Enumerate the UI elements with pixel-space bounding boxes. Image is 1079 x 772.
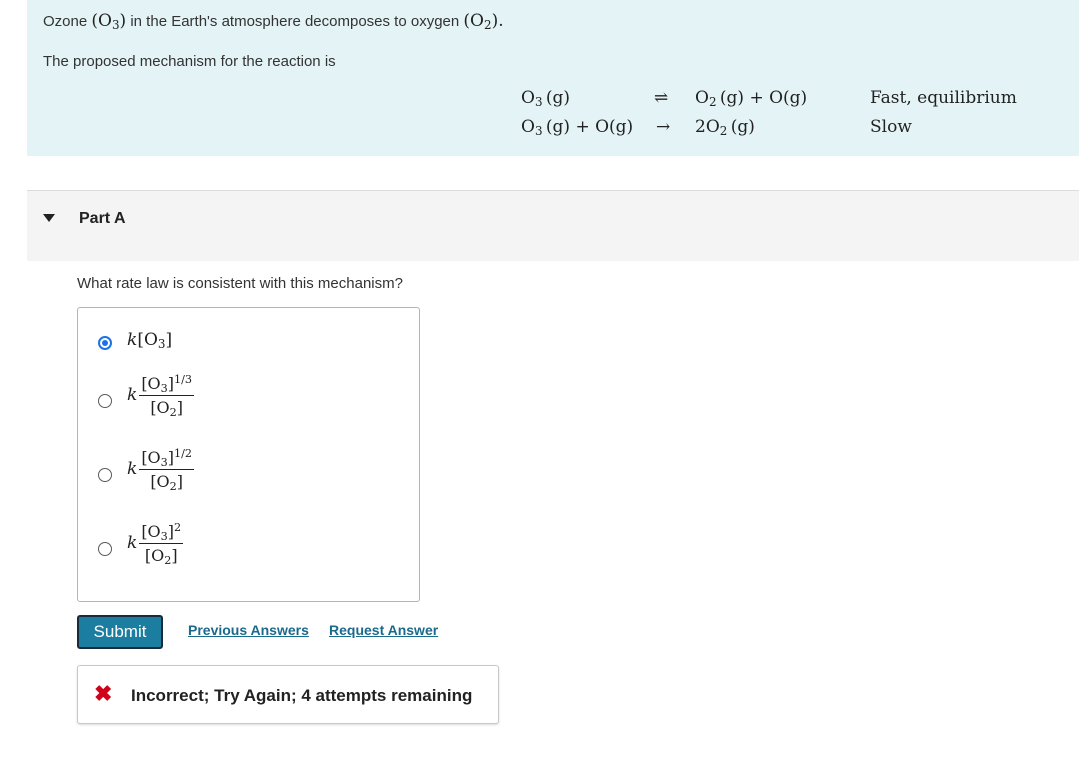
answer-choices [77, 307, 420, 602]
step2-products: $2O_2$ (g) [695, 117, 755, 138]
choice-2-radio[interactable] [98, 394, 112, 408]
choice-3-radio[interactable] [98, 468, 112, 482]
previous-answers-link[interactable]: Previous Answers [188, 622, 309, 638]
intro-text-2: in the Earth's atmosphere decomposes to oxygen [126, 13, 464, 30]
step1-products: $O_2$ (g) + O(g) [695, 88, 808, 109]
feedback-text: Incorrect; Try Again; 4 attempts remaining [131, 686, 473, 705]
choice-4-label[interactable]: k $\frac{[O_3]^2}{[O_2]}$ [127, 520, 182, 567]
feedback-box [77, 665, 499, 724]
step2-note: Slow [870, 117, 912, 137]
request-answer-link[interactable]: Request Answer [329, 622, 439, 638]
collapse-triangle-icon[interactable] [43, 214, 55, 222]
intro-text-1: Ozone [43, 13, 92, 30]
equilibrium-arrow: ⇌ [654, 88, 669, 108]
question-text: What rate law is consistent with this mechanism? [77, 275, 403, 292]
submit-button[interactable]: Submit [77, 615, 163, 649]
choice-4-radio[interactable] [98, 542, 112, 556]
choice-1-label[interactable]: $k[O_3]$ [127, 330, 173, 351]
part-a-header[interactable] [27, 191, 1079, 261]
choice-1-radio[interactable] [98, 336, 112, 350]
intro-statement [43, 11, 504, 31]
problem-intro [27, 0, 1079, 156]
ozone-formula: $(O_3)$ [91, 11, 127, 32]
part-title: Part A [79, 210, 126, 227]
oxygen-formula: $(O_2)$. [463, 11, 504, 32]
mechanism-label: The proposed mechanism for the reaction is [43, 53, 336, 70]
choice-3-label[interactable]: k $\frac{[O_3]^{1/2}}{[O_2]}$ [127, 446, 193, 493]
step1-reactants: $O_3$ (g) [521, 88, 571, 109]
incorrect-x-icon: ✖ [94, 681, 113, 706]
step2-reactants: $O_3$ (g) + O(g) [521, 117, 634, 138]
step1-note: Fast, equilibrium [870, 88, 1017, 108]
choice-2-label[interactable]: k $\frac{[O_3]^{1/3}}{[O_2]}$ [127, 372, 193, 419]
reaction-arrow: → [656, 117, 671, 137]
